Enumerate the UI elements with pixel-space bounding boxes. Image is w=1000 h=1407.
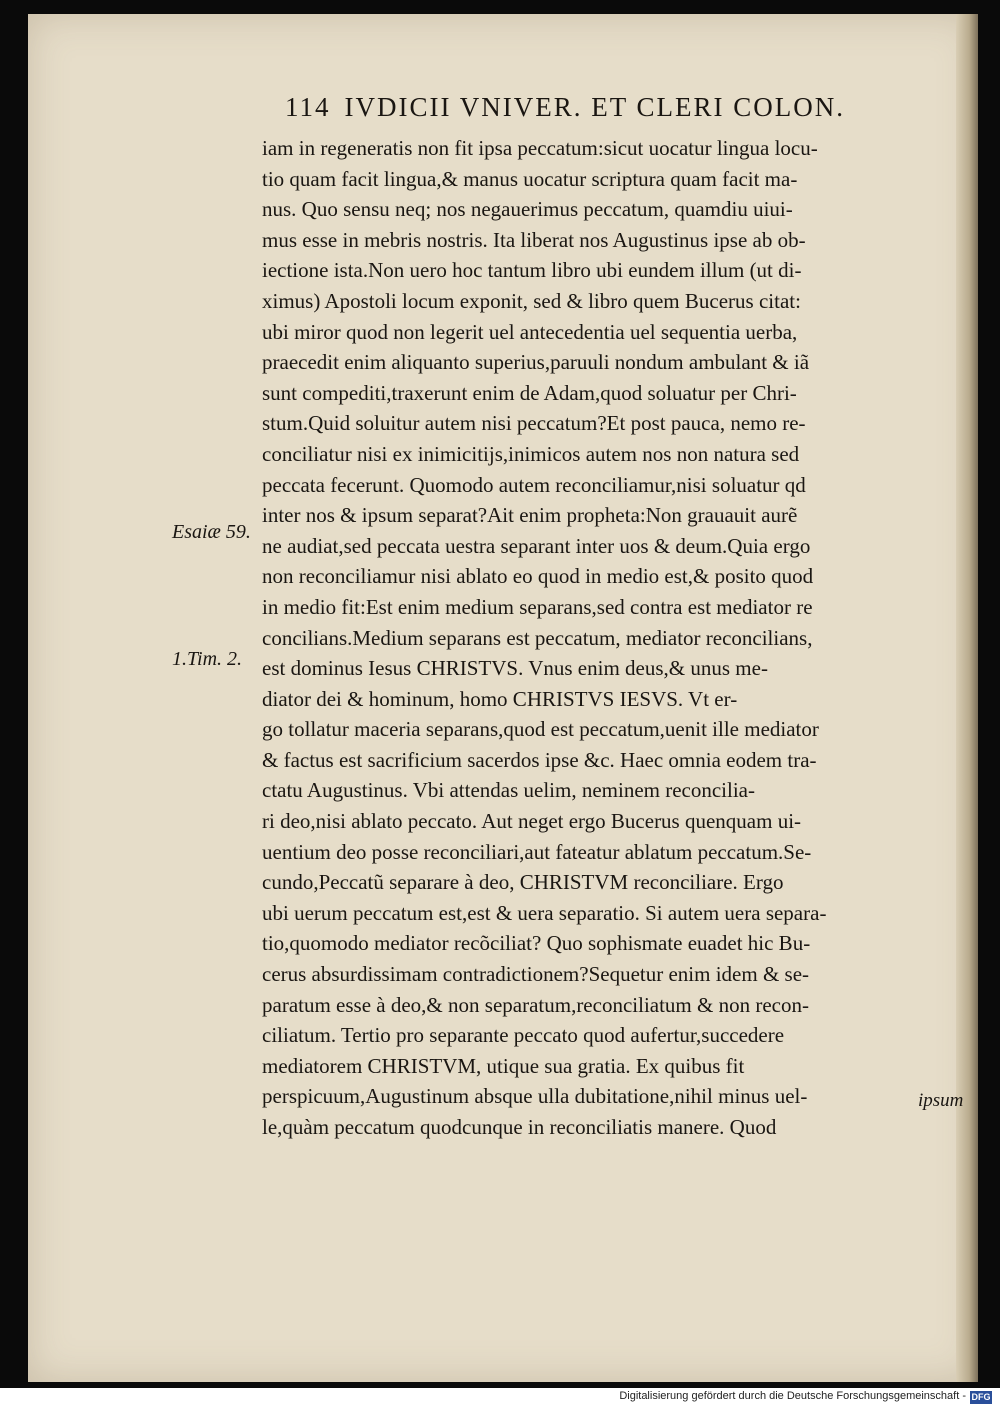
text-line: iectione ista.Non uero hoc tantum libro ubi eundem illum (ut di- xyxy=(262,258,802,283)
text-line: mus esse in mebris nostris. Ita liberat nos Augustinus ipse ab ob- xyxy=(262,227,806,252)
text-line: sunt compediti,traxerunt enim de Adam,quod soluatur per Chri- xyxy=(262,380,797,405)
text-line: ciliatum. Tertio pro separante peccato quod aufertur,succedere xyxy=(262,1023,785,1048)
text-line: diator dei & hominum, homo CHRISTVS IESVS. Vt er- xyxy=(262,686,738,711)
text-line: le,quàm peccatum quodcunque in reconciliatis manere. Quod xyxy=(262,1115,777,1139)
text-line: iam in regeneratis non fit ipsa peccatum:sicut uocatur lingua locu- xyxy=(262,136,818,160)
running-head xyxy=(285,92,955,123)
text-line: stum.Quid soluitur autem nisi peccatum?Et post pauca, nemo re- xyxy=(262,411,806,436)
text-line: ubi miror quod non legerit uel antecedentia uel sequentia uerba, xyxy=(262,319,798,344)
text-line: ctatu Augustinus. Vbi attendas uelim, neminem reconcilia- xyxy=(262,778,755,803)
text-line: concilians.Medium separans est peccatum, mediator reconcilians, xyxy=(262,625,813,650)
text-line: paratum esse à deo,& non separatum,reconciliatum & non recon- xyxy=(262,992,809,1017)
text-line: cundo,Peccatũ separare à deo, CHRISTVM reconciliare. Ergo xyxy=(262,870,784,895)
text-line: praecedit enim aliquanto superius,paruuli nondum ambulant & iã xyxy=(262,350,810,375)
body-text xyxy=(262,133,972,1143)
text-line: conciliatur nisi ex inimicitijs,inimicos autem nos non natura sed xyxy=(262,441,800,466)
text-line: ri deo,nisi ablato peccato. Aut neget ergo Bucerus quenquam ui- xyxy=(262,809,802,834)
text-line: peccata fecerunt. Quomodo autem reconciliamur,nisi soluatur qd xyxy=(262,472,806,497)
catchword: ipsum xyxy=(918,1090,964,1111)
text-line: & factus est sacrificium sacerdos ipse &c. Haec omnia eodem tra- xyxy=(262,747,817,772)
text-line: go tollatur maceria separans,quod est peccatum,uenit ille mediator xyxy=(262,717,819,742)
text-line: mediatorem CHRISTVM, utique sua gratia. Ex quibus fit xyxy=(262,1053,745,1078)
text-line: est dominus Iesus CHRISTVS. Vnus enim deus,& unus me- xyxy=(262,656,768,681)
dfg-logo: DFG xyxy=(971,1392,991,1402)
margin-note-esaiae: Esaiæ 59. xyxy=(172,521,251,543)
text-line: nus. Quo sensu neq; nos negauerimus peccatum, quamdiu uiui- xyxy=(262,197,793,222)
text-line: ubi uerum peccatum est,est & uera separatio. Si autem uera separa- xyxy=(262,900,827,925)
footer-bar xyxy=(0,1388,1000,1407)
text-line: uentium deo posse reconciliari,aut fateatur ablatum peccatum.Se- xyxy=(262,839,812,864)
text-line: non reconciliamur nisi ablato eo quod in medio est,& posito quod xyxy=(262,564,814,589)
digitization-credit: Digitalisierung gefördert durch die Deutsche Forschungsgemeinschaft - xyxy=(619,1390,966,1402)
text-line: ne audiat,sed peccata uestra separant inter uos & deum.Quia ergo xyxy=(262,533,811,558)
text-line: in medio fit:Est enim medium separans,sed contra est mediator re xyxy=(262,594,813,619)
text-line: tio,quomodo mediator recõciliat? Quo sophismate euadet hic Bu- xyxy=(262,931,811,956)
text-line: tio quam facit lingua,& manus uocatur scriptura quam facit ma- xyxy=(262,166,798,191)
text-line: ximus) Apostoli locum exponit, sed & libro quem Bucerus citat: xyxy=(262,288,801,313)
text-line: inter nos & ipsum separat?Ait enim propheta:Non grauauit aurẽ xyxy=(262,503,798,528)
text-line: perspicuum,Augustinum absque ulla dubitatione,nihil minus uel- xyxy=(262,1084,808,1109)
page-number: 114 xyxy=(285,92,331,122)
margin-note-timothy: 1.Tim. 2. xyxy=(172,648,243,670)
running-title: IVDICII VNIVER. ET CLERI COLON. xyxy=(344,92,845,122)
text-line: cerus absurdissimam contradictionem?Sequetur enim idem & se- xyxy=(262,962,810,987)
